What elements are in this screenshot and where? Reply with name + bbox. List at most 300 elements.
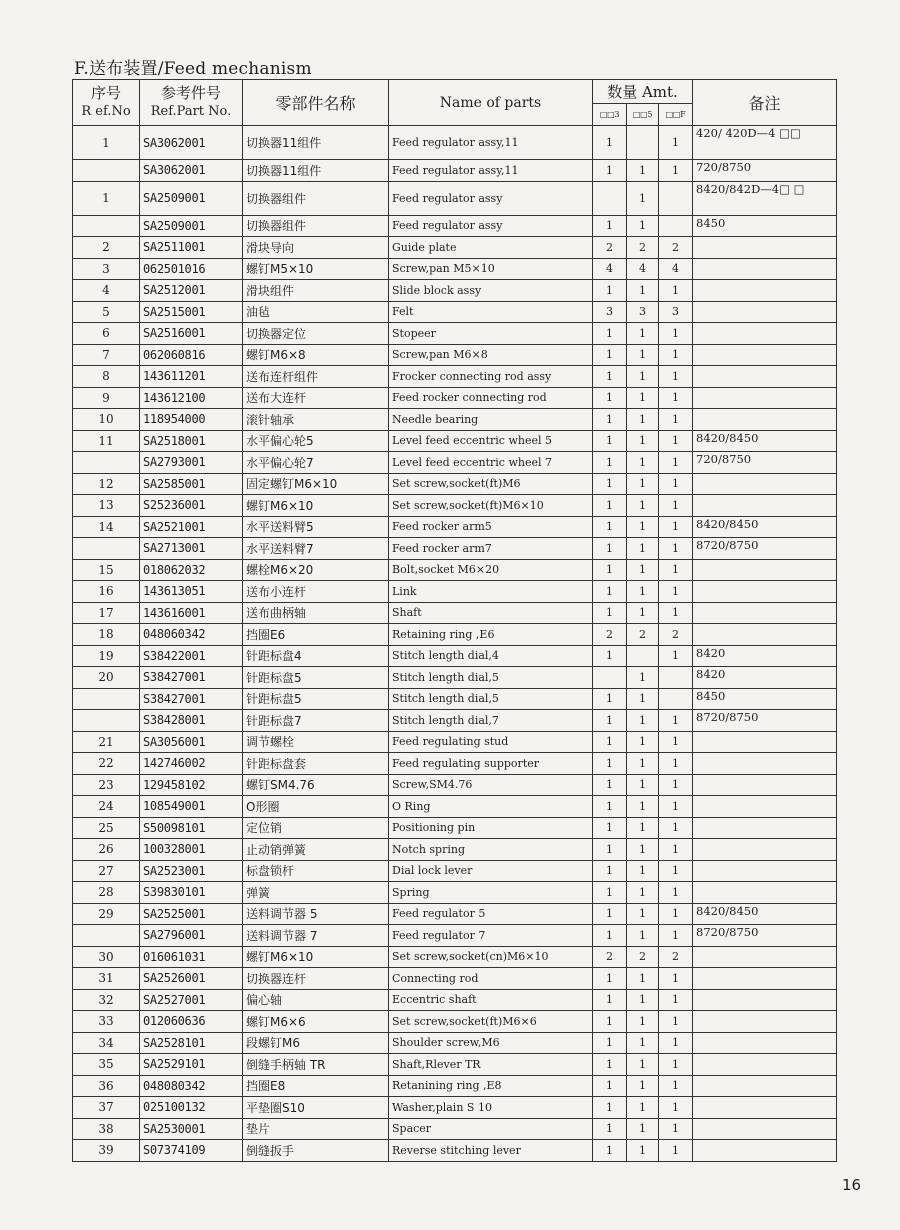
remarks-cell: [693, 1054, 837, 1076]
name-cn-cell: 切换器定位: [243, 323, 389, 345]
ref-no-header: [73, 80, 140, 126]
part-no-cell: SA2523001: [140, 860, 243, 882]
name-cn-cell: 水平送料臂5: [243, 516, 389, 538]
table-row: [73, 258, 837, 280]
name-cn-cell: 切换器11组件: [243, 160, 389, 182]
name-en-cell: Positioning pin: [389, 817, 593, 839]
qty-3-cell: 1: [593, 1054, 627, 1076]
part-no-cell: SA2525001: [140, 903, 243, 925]
table-row: [73, 903, 837, 925]
table-header: [73, 80, 837, 126]
qty-5-cell: 1: [627, 968, 659, 990]
remarks-cell: [693, 1118, 837, 1140]
remarks-cell: [693, 860, 837, 882]
qty-3-cell: 1: [593, 495, 627, 517]
name-en-cell: Bolt,socket M6×20: [389, 559, 593, 581]
name-cn-cell: 止动销弹簧: [243, 839, 389, 861]
name-en-cell: Stopeer: [389, 323, 593, 345]
table-row: [73, 366, 837, 388]
name-cn-cell: 针距标盘4: [243, 645, 389, 667]
name-en-cell: Retaining ring ,E6: [389, 624, 593, 646]
part-no-cell: SA2511001: [140, 237, 243, 259]
qty-3-cell: 1: [593, 538, 627, 560]
name-cn-cell: 调节螺栓: [243, 731, 389, 753]
remarks-cell: [693, 301, 837, 323]
ref-no-cell: 27: [73, 860, 140, 882]
ref-no-cell: [73, 925, 140, 947]
qty-f-cell: 1: [659, 323, 693, 345]
table-row: [73, 516, 837, 538]
remarks-cell: 420/ 420D—4 □□: [693, 126, 837, 160]
remarks-cell: [693, 473, 837, 495]
part-no-cell: 012060636: [140, 1011, 243, 1033]
name-cn-cell: 针距标盘套: [243, 753, 389, 775]
remarks-cell: [693, 581, 837, 603]
qty-f-cell: 2: [659, 624, 693, 646]
name-en-cell: Reverse stitching lever: [389, 1140, 593, 1162]
name-en-cell: Eccentric shaft: [389, 989, 593, 1011]
table-row: [73, 301, 837, 323]
qty-5-cell: 2: [627, 946, 659, 968]
qty-5-cell: 1: [627, 430, 659, 452]
qty-5-cell: 1: [627, 387, 659, 409]
name-en-cell: Guide plate: [389, 237, 593, 259]
qty-f-cell: [659, 215, 693, 237]
qty-5-cell: 1: [627, 1075, 659, 1097]
name-cn-cell: 水平送料臂7: [243, 538, 389, 560]
qty-5-cell: 1: [627, 860, 659, 882]
qty-f-cell: 1: [659, 1140, 693, 1162]
part-no-cell: SA2515001: [140, 301, 243, 323]
qty-3-cell: 1: [593, 645, 627, 667]
table-row: [73, 323, 837, 345]
remarks-cell: 8420: [693, 645, 837, 667]
name-cn-cell: 水平偏心轮7: [243, 452, 389, 474]
ref-no-cell: 2: [73, 237, 140, 259]
qty-3-cell: 3: [593, 301, 627, 323]
qty-3-cell: 1: [593, 903, 627, 925]
name-en-cell: Dial lock lever: [389, 860, 593, 882]
ref-no-header-en: R ef.No: [81, 104, 131, 119]
qty-3-cell: 1: [593, 126, 627, 160]
name-cn-cell: 水平偏心轮5: [243, 430, 389, 452]
ref-no-cell: 1: [73, 181, 140, 215]
qty-3-cell: 1: [593, 215, 627, 237]
name-en-cell: Feed regulator 5: [389, 903, 593, 925]
ref-no-cell: 8: [73, 366, 140, 388]
ref-no-cell: 11: [73, 430, 140, 452]
part-no-header-en: Ref.Part No.: [150, 104, 232, 119]
name-en-cell: Connecting rod: [389, 968, 593, 990]
ref-no-cell: 9: [73, 387, 140, 409]
qty-5-cell: [627, 645, 659, 667]
ref-no-cell: 18: [73, 624, 140, 646]
part-no-cell: 062501016: [140, 258, 243, 280]
name-cn-cell: 送布连杆组件: [243, 366, 389, 388]
table-row: [73, 181, 837, 215]
part-no-cell: 142746002: [140, 753, 243, 775]
name-en-cell: Feed regulator assy: [389, 215, 593, 237]
qty-f-cell: 3: [659, 301, 693, 323]
name-en-cell: Spring: [389, 882, 593, 904]
name-cn-cell: 螺钉M6×8: [243, 344, 389, 366]
ref-no-cell: [73, 452, 140, 474]
part-no-cell: 108549001: [140, 796, 243, 818]
part-no-cell: SA2528101: [140, 1032, 243, 1054]
qty-5-cell: 1: [627, 1097, 659, 1119]
qty-5-cell: 1: [627, 989, 659, 1011]
qty-f-cell: 1: [659, 559, 693, 581]
part-no-cell: S38427001: [140, 667, 243, 689]
qty-f-cell: 1: [659, 753, 693, 775]
qty-f-cell: 1: [659, 1011, 693, 1033]
qty-f-cell: 1: [659, 516, 693, 538]
part-no-cell: S38427001: [140, 688, 243, 710]
name-cn-cell: O形圈: [243, 796, 389, 818]
part-no-cell: SA2509001: [140, 181, 243, 215]
table-row: [73, 430, 837, 452]
qty-f-cell: 1: [659, 1075, 693, 1097]
qty-3-cell: 1: [593, 559, 627, 581]
name-en-cell: Shoulder screw,M6: [389, 1032, 593, 1054]
ref-no-cell: 19: [73, 645, 140, 667]
qty-3-cell: 1: [593, 366, 627, 388]
name-en-cell: Slide block assy: [389, 280, 593, 302]
qty-5-cell: 1: [627, 538, 659, 560]
remarks-cell: 8420/8450: [693, 516, 837, 538]
name-en-cell: Link: [389, 581, 593, 603]
remarks-cell: [693, 946, 837, 968]
part-no-cell: SA2530001: [140, 1118, 243, 1140]
qty-3-cell: 1: [593, 968, 627, 990]
part-no-cell: S39830101: [140, 882, 243, 904]
name-cn-cell: 切换器11组件: [243, 126, 389, 160]
name-en-cell: Feed regulating supporter: [389, 753, 593, 775]
remarks-cell: [693, 1097, 837, 1119]
qty-3-cell: 2: [593, 946, 627, 968]
qty-3-cell: 1: [593, 387, 627, 409]
qty-f-cell: 1: [659, 903, 693, 925]
qty-5-cell: 1: [627, 796, 659, 818]
ref-no-cell: 13: [73, 495, 140, 517]
remarks-cell: [693, 731, 837, 753]
qty-f-cell: 2: [659, 946, 693, 968]
table-row: [73, 817, 837, 839]
qty-3-cell: 1: [593, 430, 627, 452]
part-no-cell: SA2526001: [140, 968, 243, 990]
ref-no-cell: 14: [73, 516, 140, 538]
name-cn-cell: 切换器组件: [243, 215, 389, 237]
qty-5-cell: 1: [627, 280, 659, 302]
qty-5-cell: 1: [627, 495, 659, 517]
name-cn-cell: 送料调节器 7: [243, 925, 389, 947]
qty-5-cell: 1: [627, 344, 659, 366]
qty-f-cell: 1: [659, 160, 693, 182]
remarks-cell: [693, 1032, 837, 1054]
ref-no-cell: [73, 538, 140, 560]
qty-3-cell: 1: [593, 774, 627, 796]
name-en-cell: Notch spring: [389, 839, 593, 861]
remarks-cell: 8720/8750: [693, 710, 837, 732]
remarks-cell: [693, 882, 837, 904]
table-row: [73, 925, 837, 947]
ref-no-cell: 6: [73, 323, 140, 345]
ref-no-cell: 28: [73, 882, 140, 904]
qty-3-cell: 1: [593, 1032, 627, 1054]
part-no-cell: S38422001: [140, 645, 243, 667]
qty-f-cell: 1: [659, 839, 693, 861]
name-en-cell: Feed regulator assy: [389, 181, 593, 215]
part-no-cell: S38428001: [140, 710, 243, 732]
ref-no-cell: 3: [73, 258, 140, 280]
ref-no-cell: 38: [73, 1118, 140, 1140]
part-no-cell: 018062032: [140, 559, 243, 581]
qty-f-cell: 1: [659, 925, 693, 947]
qty-3-cell: 1: [593, 882, 627, 904]
qty-5-cell: 1: [627, 366, 659, 388]
remarks-cell: [693, 1011, 837, 1033]
name-en-cell: Stitch length dial,4: [389, 645, 593, 667]
remarks-cell: 8420/8450: [693, 903, 837, 925]
part-no-cell: SA2509001: [140, 215, 243, 237]
part-no-cell: 143611201: [140, 366, 243, 388]
qty-f-cell: 1: [659, 581, 693, 603]
name-en-header: Name of parts: [389, 80, 593, 126]
table-row: [73, 126, 837, 160]
qty-5-cell: 1: [627, 452, 659, 474]
qty-5-cell: 4: [627, 258, 659, 280]
remarks-cell: [693, 323, 837, 345]
part-no-cell: 048080342: [140, 1075, 243, 1097]
qty-5-cell: 1: [627, 731, 659, 753]
table-row: [73, 860, 837, 882]
table-row: [73, 473, 837, 495]
name-en-cell: Screw,SM4.76: [389, 774, 593, 796]
name-cn-cell: 弹簧: [243, 882, 389, 904]
name-cn-cell: 螺钉M6×10: [243, 946, 389, 968]
qty-3-cell: 1: [593, 839, 627, 861]
name-en-cell: Feed rocker arm5: [389, 516, 593, 538]
qty-f-cell: 1: [659, 1032, 693, 1054]
parts-table: [72, 79, 837, 1162]
qty-f-cell: 1: [659, 344, 693, 366]
qty-5-cell: 1: [627, 710, 659, 732]
table-row: [73, 989, 837, 1011]
name-cn-cell: 滚针轴承: [243, 409, 389, 431]
ref-no-cell: 35: [73, 1054, 140, 1076]
name-en-cell: Set screw,socket(cn)M6×10: [389, 946, 593, 968]
amount-col-5-header: □□5: [627, 104, 659, 126]
remarks-cell: [693, 387, 837, 409]
qty-3-cell: 1: [593, 581, 627, 603]
part-no-cell: SA2793001: [140, 452, 243, 474]
name-en-cell: Washer,plain S 10: [389, 1097, 593, 1119]
name-en-cell: Level feed eccentric wheel 5: [389, 430, 593, 452]
qty-f-cell: 1: [659, 366, 693, 388]
name-en-cell: Felt: [389, 301, 593, 323]
name-cn-cell: 倒缝扳手: [243, 1140, 389, 1162]
name-en-cell: Screw,pan M6×8: [389, 344, 593, 366]
part-no-cell: 062060816: [140, 344, 243, 366]
name-cn-cell: 偏心轴: [243, 989, 389, 1011]
ref-no-cell: 30: [73, 946, 140, 968]
qty-5-cell: 1: [627, 323, 659, 345]
name-en-cell: Feed rocker connecting rod: [389, 387, 593, 409]
qty-5-cell: 1: [627, 903, 659, 925]
name-en-cell: Retanining ring ,E8: [389, 1075, 593, 1097]
name-en-cell: Shaft: [389, 602, 593, 624]
table-row: [73, 215, 837, 237]
part-no-cell: SA2518001: [140, 430, 243, 452]
qty-f-cell: 1: [659, 774, 693, 796]
remarks-cell: [693, 989, 837, 1011]
part-no-cell: SA2516001: [140, 323, 243, 345]
ref-no-cell: 17: [73, 602, 140, 624]
qty-5-cell: 1: [627, 409, 659, 431]
qty-f-cell: 1: [659, 126, 693, 160]
table-row: [73, 387, 837, 409]
part-no-cell: SA3056001: [140, 731, 243, 753]
name-cn-cell: 倒缝手柄轴 TR: [243, 1054, 389, 1076]
ref-no-cell: 36: [73, 1075, 140, 1097]
remarks-cell: 8420: [693, 667, 837, 689]
qty-5-cell: 1: [627, 1118, 659, 1140]
table-row: [73, 1118, 837, 1140]
name-cn-cell: 挡圈E6: [243, 624, 389, 646]
part-no-cell: 016061031: [140, 946, 243, 968]
part-no-cell: SA2713001: [140, 538, 243, 560]
ref-no-cell: 15: [73, 559, 140, 581]
name-cn-cell: 滑块导向: [243, 237, 389, 259]
part-no-cell: SA2796001: [140, 925, 243, 947]
qty-f-cell: 1: [659, 731, 693, 753]
table-row: [73, 495, 837, 517]
part-no-cell: SA3062001: [140, 160, 243, 182]
qty-f-cell: 1: [659, 473, 693, 495]
remarks-cell: [693, 753, 837, 775]
remarks-cell: [693, 774, 837, 796]
qty-f-cell: 1: [659, 710, 693, 732]
table-row: [73, 882, 837, 904]
ref-no-cell: [73, 160, 140, 182]
name-en-cell: Set screw,socket(ft)M6×6: [389, 1011, 593, 1033]
ref-no-cell: 1: [73, 126, 140, 160]
name-cn-cell: 针距标盘5: [243, 667, 389, 689]
qty-f-cell: 1: [659, 538, 693, 560]
qty-3-cell: 1: [593, 1140, 627, 1162]
qty-3-cell: 1: [593, 452, 627, 474]
ref-no-cell: 21: [73, 731, 140, 753]
qty-3-cell: 2: [593, 624, 627, 646]
table-row: [73, 688, 837, 710]
name-cn-cell: 挡圈E8: [243, 1075, 389, 1097]
part-no-cell: SA2529101: [140, 1054, 243, 1076]
name-cn-cell: 螺钉M6×10: [243, 495, 389, 517]
qty-f-cell: 1: [659, 495, 693, 517]
ref-no-cell: 39: [73, 1140, 140, 1162]
qty-3-cell: 1: [593, 710, 627, 732]
qty-f-cell: 1: [659, 452, 693, 474]
qty-f-cell: 1: [659, 280, 693, 302]
qty-5-cell: 1: [627, 181, 659, 215]
qty-3-cell: 1: [593, 1075, 627, 1097]
amount-header: 数量 Amt.: [593, 80, 693, 104]
qty-5-cell: 1: [627, 1032, 659, 1054]
ref-no-cell: 5: [73, 301, 140, 323]
qty-f-cell: [659, 181, 693, 215]
qty-3-cell: [593, 181, 627, 215]
qty-5-cell: 1: [627, 215, 659, 237]
remarks-cell: [693, 237, 837, 259]
name-cn-cell: 切换器组件: [243, 181, 389, 215]
name-cn-cell: 垫片: [243, 1118, 389, 1140]
table-row: [73, 538, 837, 560]
ref-no-cell: 23: [73, 774, 140, 796]
remarks-cell: [693, 817, 837, 839]
qty-5-cell: 1: [627, 925, 659, 947]
name-cn-cell: 针距标盘5: [243, 688, 389, 710]
ref-no-cell: 34: [73, 1032, 140, 1054]
part-no-cell: S25236001: [140, 495, 243, 517]
name-cn-cell: 螺钉M6×6: [243, 1011, 389, 1033]
qty-5-cell: 1: [627, 817, 659, 839]
part-no-cell: 100328001: [140, 839, 243, 861]
remarks-cell: 8720/8750: [693, 925, 837, 947]
qty-f-cell: 1: [659, 387, 693, 409]
table-body: [73, 126, 837, 1162]
table-row: [73, 559, 837, 581]
name-cn-cell: 送布曲柄轴: [243, 602, 389, 624]
part-no-cell: 143616001: [140, 602, 243, 624]
part-no-cell: 118954000: [140, 409, 243, 431]
qty-5-cell: 1: [627, 602, 659, 624]
qty-3-cell: 1: [593, 602, 627, 624]
remarks-cell: [693, 409, 837, 431]
table-row: [73, 452, 837, 474]
qty-5-cell: 1: [627, 1011, 659, 1033]
remarks-cell: [693, 839, 837, 861]
table-row: [73, 1011, 837, 1033]
ref-no-cell: [73, 688, 140, 710]
ref-no-cell: 26: [73, 839, 140, 861]
qty-3-cell: 1: [593, 160, 627, 182]
qty-f-cell: 1: [659, 817, 693, 839]
remarks-cell: [693, 495, 837, 517]
qty-5-cell: 1: [627, 1054, 659, 1076]
remarks-cell: [693, 559, 837, 581]
ref-no-cell: 29: [73, 903, 140, 925]
table-row: [73, 710, 837, 732]
qty-5-cell: 2: [627, 237, 659, 259]
qty-3-cell: 1: [593, 925, 627, 947]
table-row: [73, 1032, 837, 1054]
remarks-cell: [693, 602, 837, 624]
name-en-cell: Shaft,Rlever TR: [389, 1054, 593, 1076]
remarks-cell: [693, 1140, 837, 1162]
qty-5-cell: [627, 126, 659, 160]
name-en-cell: Set screw,socket(ft)M6: [389, 473, 593, 495]
part-no-cell: S07374109: [140, 1140, 243, 1162]
name-en-cell: Needle bearing: [389, 409, 593, 431]
amount-col-f-header: □□F: [659, 104, 693, 126]
remarks-cell: 720/8750: [693, 452, 837, 474]
qty-5-cell: 1: [627, 882, 659, 904]
qty-f-cell: 2: [659, 237, 693, 259]
name-cn-cell: 螺栓M6×20: [243, 559, 389, 581]
ref-no-cell: 7: [73, 344, 140, 366]
part-no-cell: SA2512001: [140, 280, 243, 302]
table-row: [73, 753, 837, 775]
